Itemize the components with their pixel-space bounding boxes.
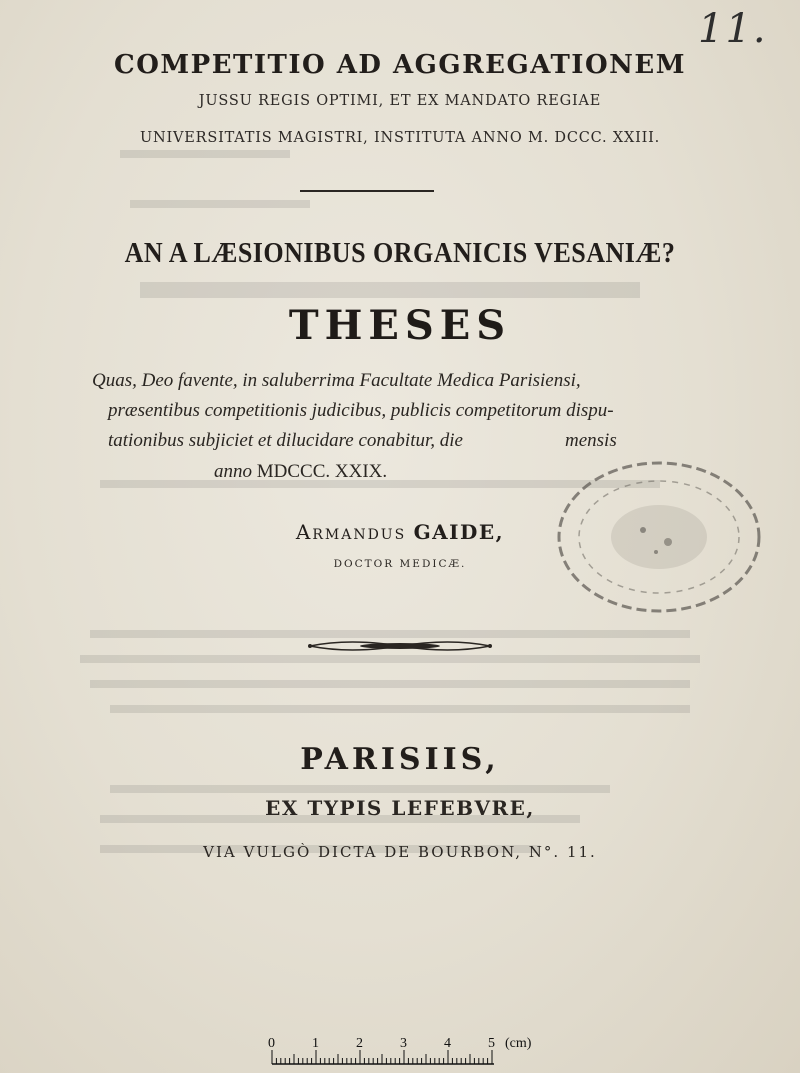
header-line-1: JUSSU REGIS OPTIMI, ET EX MANDATO REGIAE: [198, 93, 602, 109]
header-line-2: UNIVERSITATIS MAGISTRI, INSTITUTA ANNO M. DCCC. XXIII.: [139, 130, 661, 146]
body-line-4-year: MDCCC. XXIX.: [256, 461, 388, 482]
ruler-unit: (cm): [505, 1036, 532, 1051]
ornament-icon: [300, 636, 500, 656]
body-line-2: præsentibus competitionis judicibus, publicis competitorum dispu-: [108, 400, 614, 421]
ruler-label: 5: [488, 1036, 495, 1051]
ruler-label: 3: [400, 1036, 407, 1051]
ruler-label: 0: [268, 1036, 275, 1051]
body-line-4-word: anno: [214, 461, 252, 482]
body-line-3: tationibus subjiciet et dilucidare conabitur, die: [108, 430, 463, 451]
header-title: COMPETITIO AD AGGREGATIONEM: [114, 50, 686, 80]
ruler-label: 1: [312, 1036, 319, 1051]
body-line-4: [214, 461, 387, 483]
ruler-label: 2: [356, 1036, 363, 1051]
imprint-printer: EX TYPIS LEFEBVRE,: [265, 796, 535, 820]
imprint-city: PARISIIS,: [300, 742, 500, 777]
author-first-name: Armandus: [295, 520, 407, 544]
author-last-name: GAIDE,: [413, 520, 505, 544]
divider-rule: [300, 190, 434, 192]
theses-title: THESES: [288, 302, 512, 349]
handwritten-folio-number: 11.: [698, 6, 768, 52]
question-title: AN A LÆSIONIBUS ORGANICIS VESANIÆ?: [124, 238, 676, 269]
body-line-1: Quas, Deo favente, in saluberrima Facultate Medica Parisiensi,: [92, 370, 581, 391]
body-line-3-end: mensis: [565, 430, 617, 451]
library-stamp-icon: [548, 452, 770, 622]
imprint-address: VIA VULGÒ DICTA DE BOURBON, N°. 11.: [203, 843, 597, 861]
scale-ruler-labels: [262, 1036, 552, 1056]
ruler-label: 4: [444, 1036, 451, 1051]
author-title: DOCTOR MEDICÆ.: [333, 558, 467, 570]
